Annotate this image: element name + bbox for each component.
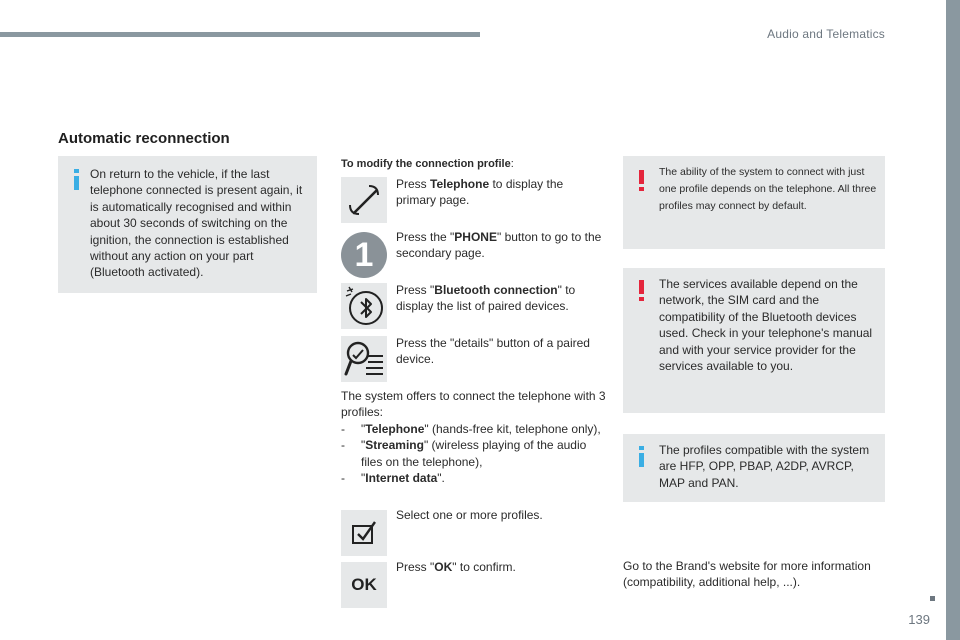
profiles-block [341, 388, 606, 486]
page-heading: Automatic reconnection [58, 130, 230, 147]
step-text: " button to go to the secondary page. [396, 230, 602, 261]
info-text: On return to the vehicle, if the last telephone connected is present again, it is automatically recognised and within about 30 seconds of switching on the ignition, the connection is established without any action on your part (Bluetooth activated). [90, 167, 303, 280]
telephone-icon [341, 177, 387, 223]
profile-text: " [361, 421, 366, 436]
list-dash: - [341, 471, 345, 486]
procedure-title-rest: : [510, 158, 514, 170]
list-dash: - [341, 438, 345, 453]
step-ok [396, 559, 606, 575]
step-text: Press " [396, 283, 435, 297]
step-text: " to confirm. [452, 560, 516, 574]
info-text: The profiles compatible with the system are HFP, OPP, PBAP, A2DP, AVRCP, MAP and PAN. [659, 443, 870, 490]
step-telephone [396, 176, 606, 209]
step-details [396, 335, 606, 368]
checkbox-tile [341, 510, 387, 556]
ok-icon: OK [351, 575, 377, 594]
procedure-title [341, 158, 514, 170]
section-title: Audio and Telematics [767, 27, 885, 41]
step-text: Press the " [396, 230, 455, 244]
profile-name: Telephone [365, 421, 425, 436]
step-select-profiles: Select one or more profiles. [396, 508, 543, 522]
details-search-icon [341, 336, 387, 382]
step-phone-button [396, 229, 606, 262]
profiles-intro: The system offers to connect the telephone with 3 profiles: [341, 389, 606, 420]
details-tile [341, 336, 387, 382]
warning-text: The services available depend on the network, the SIM card and the compatibility of the Bluetooth devices used. Check in your telephone's manual and with your service provider for the services available to you. [659, 277, 873, 374]
step-keyword: PHONE [454, 230, 497, 244]
procedure-title-bold: To modify the connection profile [341, 158, 511, 170]
step-text: " to display the list of paired devices. [396, 283, 576, 314]
number-one-icon [341, 232, 387, 278]
warning-icon [637, 280, 647, 302]
warning-box-profiles [623, 156, 885, 249]
profile-item [341, 421, 606, 437]
profile-name: Internet data [365, 471, 438, 486]
warning-box-services [623, 268, 885, 413]
warning-text: The ability of the system to connect with just one profile depends on the telephone. All three profiles may connect by default. [659, 166, 877, 212]
page-number: 139 [908, 612, 930, 627]
profile-text: " [361, 471, 366, 486]
bluetooth-tile [341, 283, 387, 329]
step-number: 1 [354, 236, 374, 274]
list-dash: - [341, 421, 345, 436]
step-text: to display the primary page. [396, 177, 564, 208]
ok-tile [341, 562, 387, 608]
profile-text: " (hands-free kit, telephone only), [424, 421, 601, 436]
step-keyword: Telephone [430, 177, 490, 191]
profile-text: " (wireless playing of the audio files on the telephone), [361, 438, 587, 469]
profile-text: ". [437, 471, 445, 486]
website-note: Go to the Brand's website for more information (compatibility, additional help, ...). [623, 559, 871, 590]
checkbox-icon [341, 510, 387, 556]
step-keyword: OK [434, 560, 453, 574]
info-box-compatible-profiles [623, 434, 885, 502]
profile-item [341, 470, 606, 486]
warning-icon [637, 170, 647, 192]
step-bluetooth [396, 282, 606, 315]
profile-text: " [361, 438, 366, 453]
info-icon [636, 446, 650, 468]
header-bar [0, 32, 480, 37]
page-marker [930, 596, 935, 601]
step-keyword: Bluetooth connection [434, 283, 558, 297]
bluetooth-icon [341, 283, 387, 329]
info-box-reconnection [58, 156, 317, 293]
step-text: Press [396, 177, 431, 191]
page-edge-strip [946, 0, 960, 640]
step-text: Press " [396, 560, 435, 574]
telephone-tile [341, 177, 387, 223]
profile-name: Streaming [365, 438, 424, 453]
info-icon [71, 169, 85, 191]
step-text: Press the "details" button of a paired device. [396, 336, 590, 367]
profile-item [341, 437, 606, 470]
